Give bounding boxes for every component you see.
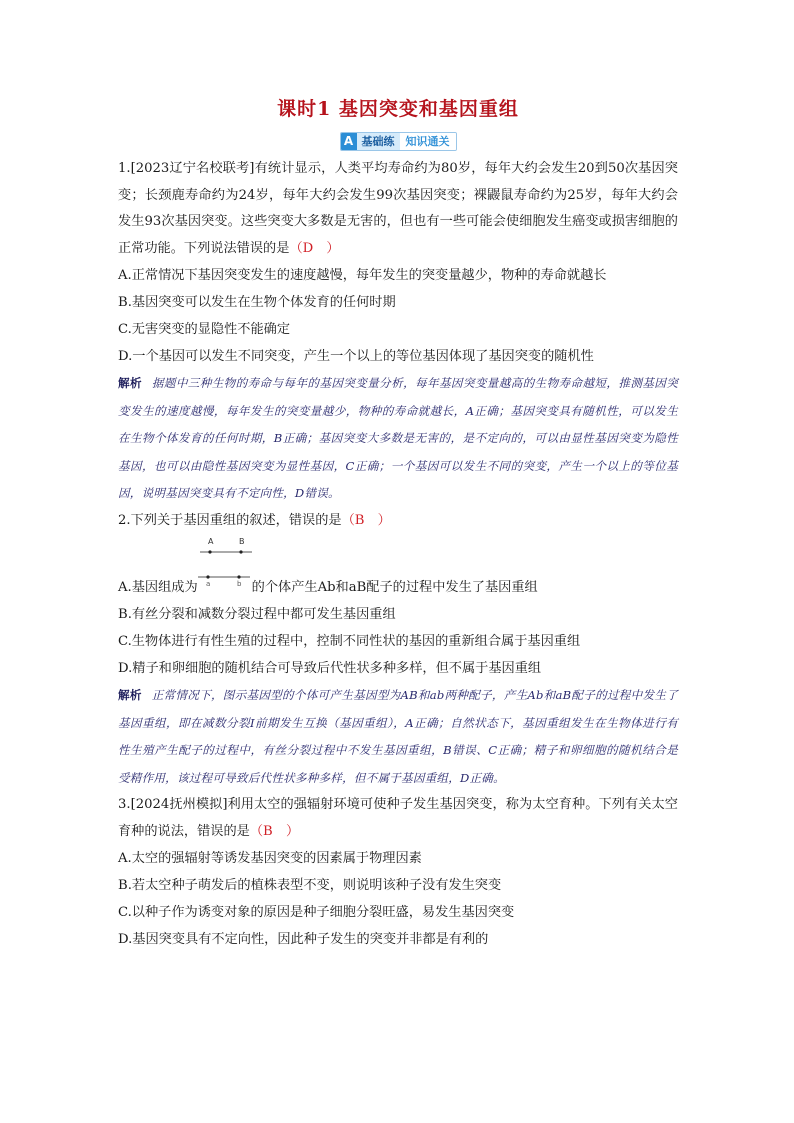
gene-label-B: B bbox=[239, 537, 245, 546]
question-1-stem bbox=[118, 156, 678, 262]
gene-locus-b bbox=[237, 575, 240, 578]
question-2-option-a-before: A.基因组成为 bbox=[118, 580, 198, 595]
question-3-option-a: A.太空的强辐射等诱发基因突变的因素属于物理因素 bbox=[118, 851, 422, 866]
question-1-option-b: B.基因突变可以发生在生物个体发育的任何时期 bbox=[118, 295, 396, 310]
question-1-analysis-text: 据题中三种生物的寿命与每年的基因突变量分析，每年基因突变量越高的生物寿命越短，推测基因突变发生的速度越慢，每年发生的突变量越少，物种的寿命就越长，A正确；基因突变具有随机性，可以发生在生物个体发育的任何时期，B正确；基因突变大多数是无害的，是不定向的，可以由显性基因突变为隐性基因，也可以由隐性基因突变为显性基因，C正确；一个基因可以发生不同的突变，产生一个以上的等位基因，说明基因突变具有不定向性，D错误。 bbox=[118, 376, 678, 500]
level-banner-wrap bbox=[118, 130, 678, 150]
question-3-option-c: C.以种子作为诱变对象的原因是种子细胞分裂旺盛，易发生基因突变 bbox=[118, 905, 515, 920]
question-2-option-a-after: 的个体产生Ab和aB配子的过程中发生了基因重组 bbox=[251, 580, 538, 595]
question-1-option-a: A.正常情况下基因突变发生的速度越慢，每年发生的突变量越少，物种的寿命就越长 bbox=[118, 268, 607, 283]
question-2-option-a bbox=[118, 574, 678, 601]
question-2-stem bbox=[118, 508, 678, 535]
question-2-option-c: C.生物体进行有性生殖的过程中，控制不同性状的基因的重新组合属于基因重组 bbox=[118, 634, 581, 649]
level-banner bbox=[340, 132, 457, 151]
level-badge-icon: A bbox=[341, 133, 357, 150]
gene-locus-a bbox=[206, 575, 209, 578]
level-label: 基础练 bbox=[357, 133, 400, 150]
analysis-label: 解析 bbox=[118, 376, 142, 390]
chromosome-lower-diagram bbox=[198, 579, 252, 597]
level-subtitle: 知识通关 bbox=[400, 133, 456, 150]
analysis-label: 解析 bbox=[118, 688, 142, 702]
worksheet-page bbox=[118, 96, 678, 953]
chromosome-diagram bbox=[118, 534, 678, 574]
question-2-analysis-text: 正常情况下，图示基因型的个体可产生基因型为AB和ab两种配子，产生Ab和aB配子的过程中发生了基因重组，即在减数分裂Ⅰ前期发生互换（基因重组），A正确；自然状态下，基因重组发生在生物体进行有性生殖产生配子的过程中，有丝分裂过程中不发生基因重组，B错误、C正确；精子和卵细胞的随机结合是受精作用，该过程可导致后代性状多种多样，但不属于基因重组，D正确。 bbox=[118, 688, 678, 785]
question-2-text: 2.下列关于基因重组的叙述，错误的是 bbox=[118, 512, 342, 528]
question-1-answer: （D ） bbox=[289, 240, 340, 256]
gene-label-b: b bbox=[236, 579, 242, 588]
question-3-answer: （B ） bbox=[249, 823, 300, 839]
question-3-option-d: D.基因突变具有不定向性，因此种子发生的突变并非都是有利的 bbox=[118, 932, 489, 947]
question-2-option-b: B.有丝分裂和减数分裂过程中都可发生基因重组 bbox=[118, 607, 396, 622]
gene-locus-A bbox=[208, 550, 211, 553]
question-1-option-c: C.无害突变的显隐性不能确定 bbox=[118, 322, 291, 337]
chromosome-diagram-svg bbox=[200, 536, 340, 574]
question-2-analysis bbox=[118, 682, 678, 792]
question-3-text: 3.[2024抚州模拟]利用太空的强辐射环境可使种子发生基因突变，称为太空育种。下列有关太空育种的说法，错误的是 bbox=[118, 797, 678, 839]
question-3-stem bbox=[118, 792, 678, 845]
question-2-answer: （B ） bbox=[341, 512, 391, 528]
question-1-analysis bbox=[118, 370, 678, 508]
page-title: 课时1 基因突变和基因重组 bbox=[277, 98, 519, 120]
question-2-option-d: D.精子和卵细胞的随机结合可导致后代性状多种多样，但不属于基因重组 bbox=[118, 661, 542, 676]
gene-label-A: A bbox=[208, 537, 214, 546]
chromosome-lower-svg bbox=[198, 573, 252, 591]
question-1-text: 1.[2023辽宁名校联考]有统计显示，人类平均寿命约为80岁，每年大约会发生20到50次基因突变；长颈鹿寿命约为24岁，每年大约会发生99次基因突变；裸鼹鼠寿命约为25岁，每年大约会发生93次基因突变。这些突变大多数是无害的，但也有一些可能会使细胞发生癌变或损害细胞的正常功能。下列说法错误的是 bbox=[118, 161, 678, 256]
gene-locus-B bbox=[239, 550, 242, 553]
gene-label-a: a bbox=[205, 579, 210, 588]
question-1-option-d: D.一个基因可以发生不同突变，产生一个以上的等位基因体现了基因突变的随机性 bbox=[118, 349, 594, 364]
question-3-option-b: B.若太空种子萌发后的植株表型不变，则说明该种子没有发生突变 bbox=[118, 878, 502, 893]
